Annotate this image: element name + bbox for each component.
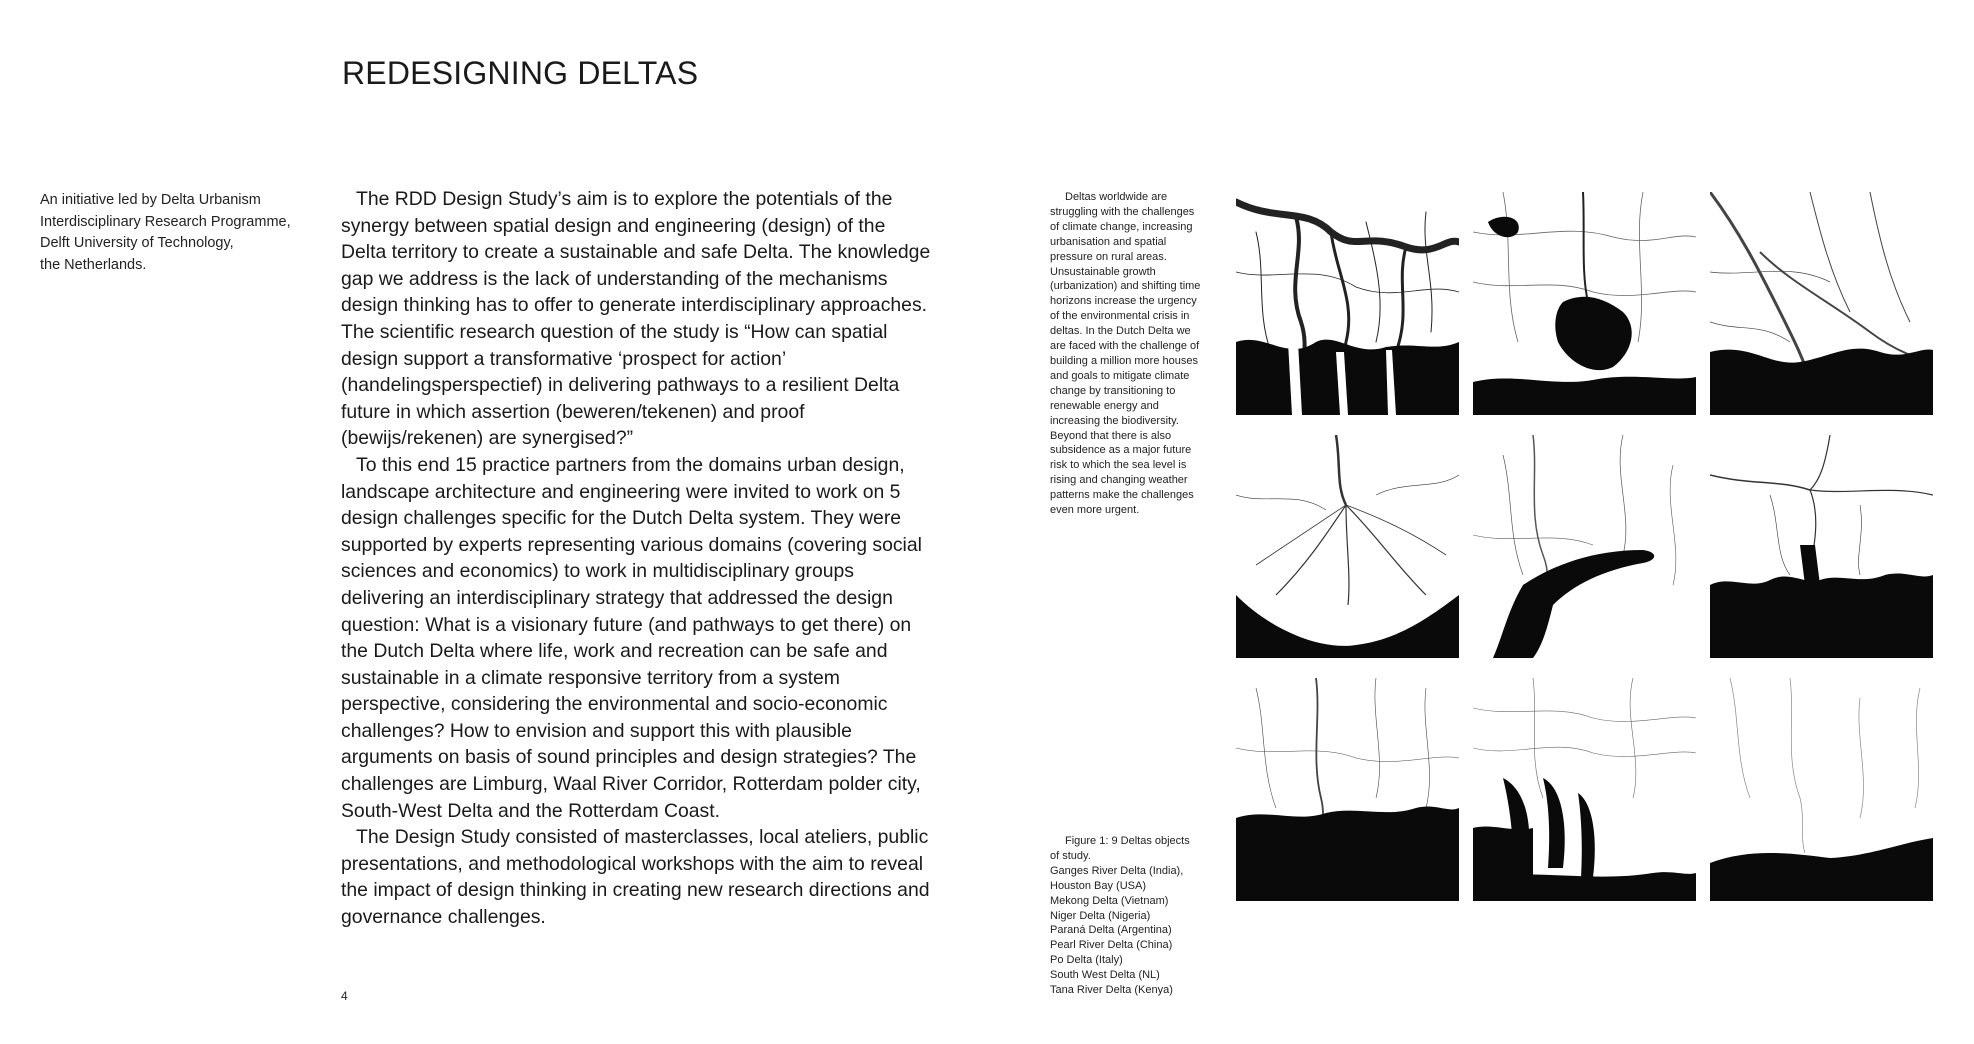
delta-map-ganges [1236, 192, 1459, 415]
delta-map-po [1236, 678, 1459, 901]
intro-line: Unsustainable growth [1050, 265, 1156, 278]
sidenote-line: Delft University of Technology, [40, 235, 234, 251]
caption-line: Po Delta (Italy) [1050, 954, 1123, 967]
intro-line: urbanisation and spatial [1050, 235, 1167, 248]
map-image [1236, 435, 1459, 658]
delta-map-tana-river [1710, 678, 1933, 901]
sidenote [40, 190, 330, 276]
body-text [341, 186, 931, 931]
intro-line: risk to which the sea level is [1050, 459, 1187, 472]
intro-line: increasing the biodiversity. [1050, 414, 1179, 427]
caption-line: of study. [1050, 849, 1091, 862]
intro-line: Deltas worldwide are [1065, 191, 1168, 203]
body-paragraph: To this end 15 practice partners from the domains urban design, landscape architecture and engineering were invited to work on 5 design challenges specific for the Dutch Delta system. They were supported by experts representing various domains (covering social sciences and economics) to work in multidisciplinary groups delivering an interdisciplinary strategy that addressed the design question: What is a visionary future (and pathways to get there) on the Dutch Delta where life, work and recreation can be safe and sustainable in a climate responsive territory from a system perspective, considering the environmental and socio-economic challenges? How to envision and support this with plausible arguments on basis of sound principles and design strategies? The challenges are Limburg, Waal River Corridor, Rotterdam polder city, South-West Delta and the Rotterdam Coast. [341, 453, 922, 822]
intro-line: subsidence as a major future [1050, 444, 1192, 457]
delta-map-pearl-river [1710, 435, 1933, 658]
intro-line: of climate change, increasing [1050, 220, 1193, 233]
sidenote-line: the Netherlands. [40, 256, 147, 273]
body-paragraph: The Design Study consisted of masterclasses, local ateliers, public presentations, and methodological workshops with the aim to reveal the impact of design thinking in creating new research directions and governance challenges. [341, 826, 930, 929]
intro-line: pressure on rural areas. [1050, 250, 1167, 263]
caption-line: Niger Delta (Nigeria) [1050, 909, 1151, 922]
intro-line: renewable energy and [1050, 399, 1159, 412]
map-image [1236, 192, 1459, 415]
map-image [1473, 678, 1696, 901]
caption-line: Houston Bay (USA) [1050, 879, 1146, 892]
intro-line: change by transitioning to [1050, 384, 1176, 397]
body-paragraph: The RDD Design Study’s aim is to explore the potentials of the synergy between spatial design and engineering (design) of the Delta territory to create a sustainable and safe Delta. The knowledge gap we address is the lack of understanding of the mechanisms design thinking has to offer to generate interdisciplinary approaches. The scientific research question of the study is “How can spatial design support a transformative ‘prospect for action’ (handelingsperspectief) in delivering pathways to a resilient Delta future in which assertion (beweren/tekenen) and proof (bewijs/rekenen) are synergised?” [341, 188, 931, 450]
caption-line: Ganges River Delta (India), [1050, 864, 1184, 877]
map-image [1710, 678, 1933, 901]
sidenote-line: Interdisciplinary Research Programme, [40, 213, 291, 230]
map-image [1473, 435, 1696, 658]
caption-line: Paraná Delta (Argentina) [1050, 924, 1172, 937]
right-intro-text [1050, 190, 1220, 518]
intro-line: of the environmental crisis in [1050, 310, 1190, 323]
intro-line: horizons increase the urgency [1050, 295, 1197, 308]
caption-line: Figure 1: 9 Deltas objects [1065, 835, 1190, 847]
intro-line: and goals to mitigate climate [1050, 369, 1190, 382]
delta-map-mekong [1710, 192, 1933, 415]
intro-line: Beyond that there is also [1050, 429, 1172, 442]
intro-line: deltas. In the Dutch Delta we [1050, 325, 1191, 338]
delta-map-houston [1473, 192, 1696, 415]
delta-map-south-west-nl [1473, 678, 1696, 901]
intro-line: rising and changing weather [1050, 474, 1188, 487]
intro-line: building a million more houses [1050, 354, 1198, 367]
intro-line: (urbanization) and shifting time [1050, 280, 1201, 293]
intro-line: are faced with the challenge of [1050, 340, 1200, 353]
map-image [1236, 678, 1459, 901]
map-image [1710, 435, 1933, 658]
sidenote-line: An initiative led by Delta Urbanism [40, 192, 261, 208]
map-image [1710, 192, 1933, 415]
page-number: 4 [341, 989, 348, 1003]
delta-map-parana [1473, 435, 1696, 658]
caption-line: Pearl River Delta (China) [1050, 939, 1173, 952]
caption-line: South West Delta (NL) [1050, 969, 1160, 982]
map-image [1473, 192, 1696, 415]
page-title: REDESIGNING DELTAS [342, 55, 699, 91]
delta-map-niger [1236, 435, 1459, 658]
caption-line: Tana River Delta (Kenya) [1050, 984, 1173, 997]
intro-line: struggling with the challenges [1050, 205, 1195, 218]
figure-caption [1050, 834, 1220, 998]
caption-line: Mekong Delta (Vietnam) [1050, 894, 1169, 907]
intro-line: patterns make the challenges [1050, 489, 1194, 502]
delta-map-grid [1236, 192, 1933, 901]
intro-line: even more urgent. [1050, 504, 1140, 517]
